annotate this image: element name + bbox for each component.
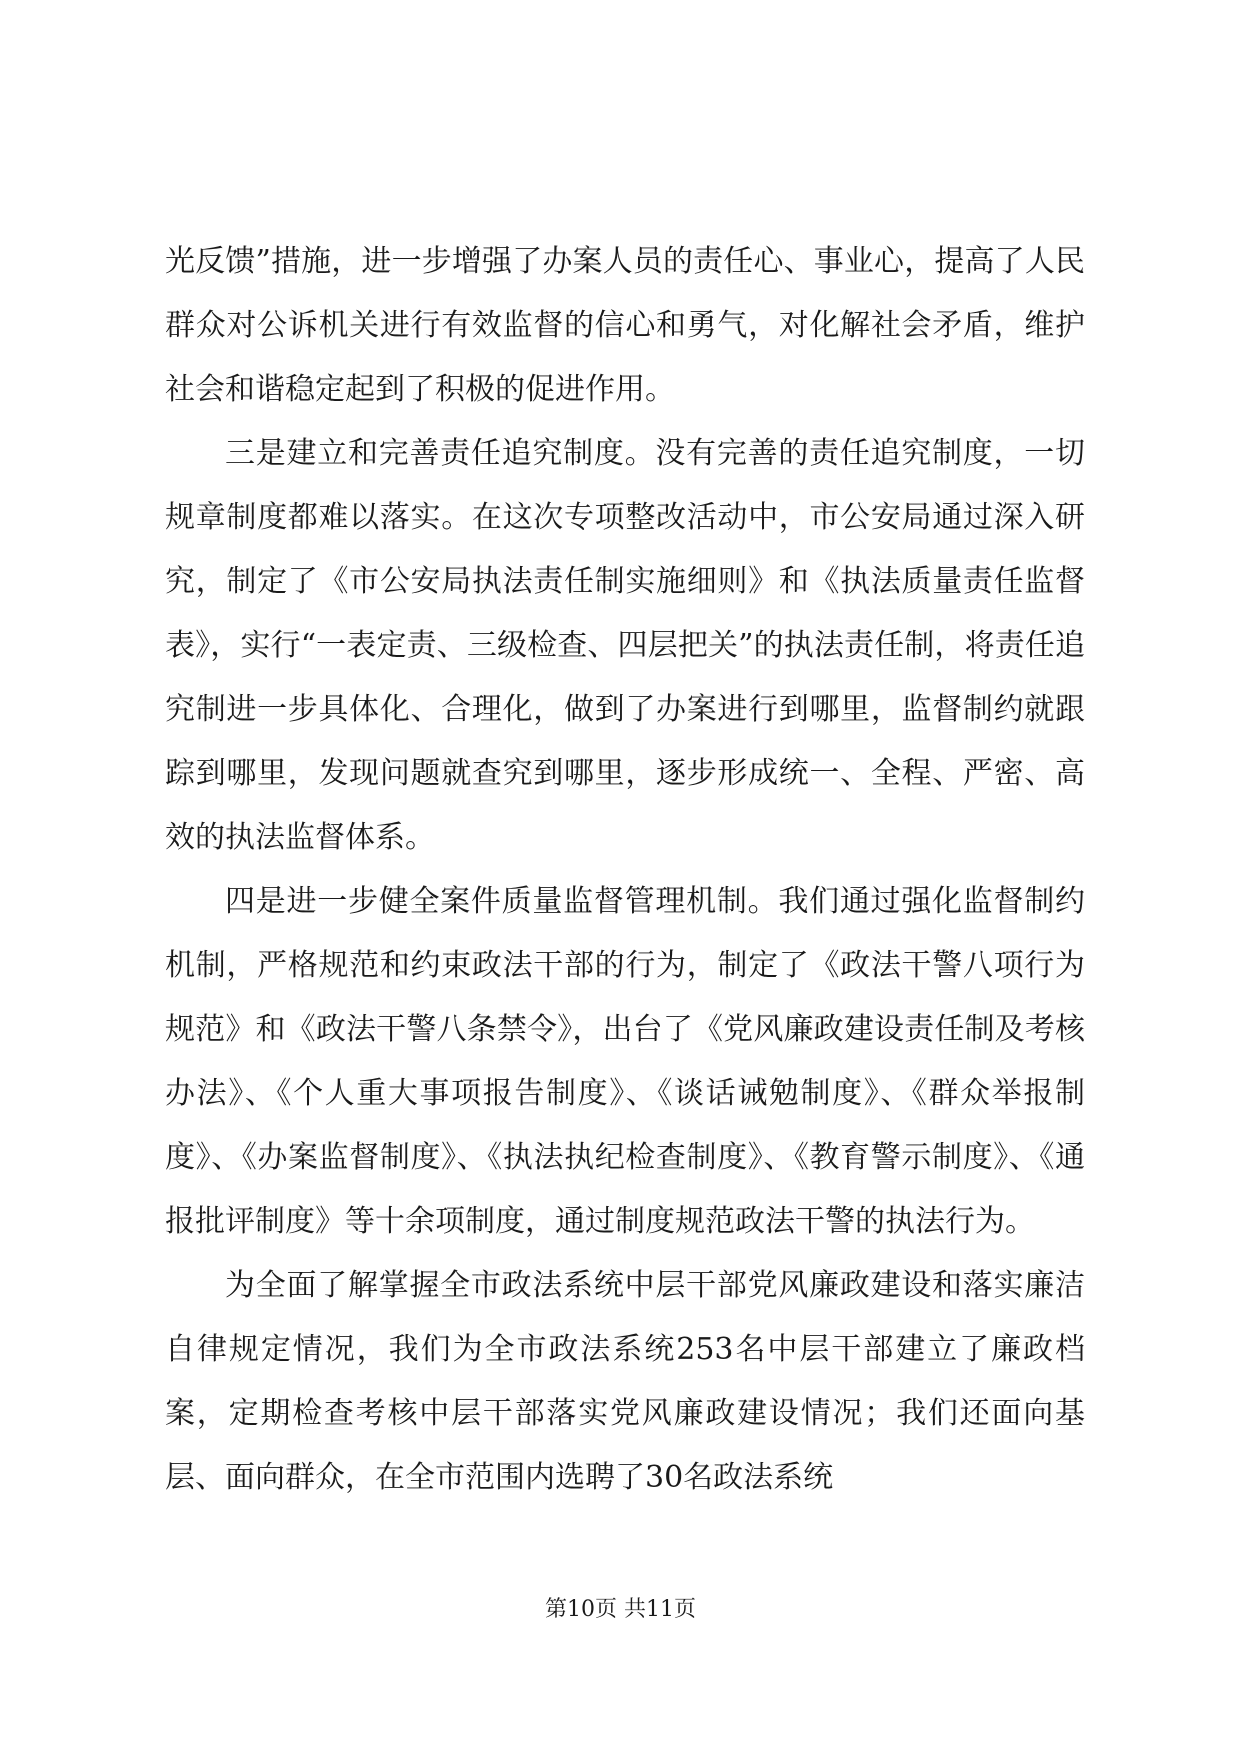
paragraph-3: 四是进一步健全案件质量监督管理机制。我们通过强化监督制约机制，严格规范和约束政法干部的行为，制定了《政法干警八项行为规范》和《政法干警八条禁令》，出台了《党风廉政建设责任制及考核办法》、《个人重大事项报告制度》、《谈话诫勉制度》、《群众举报制度》、《办案监督制度》、《执法执纪检查制度》、《教育警示制度》、《通报批评制度》等十余项制度，通过制度规范政法干警的执法行为。: [165, 884, 1085, 1239]
paragraph-4: 为全面了解掌握全市政法系统中层干部党风廉政建设和落实廉洁自律规定情况，我们为全市政法系统253名中层干部建立了廉政档案，定期检查考核中层干部落实党风廉政建设情况；我们还面向基层、面向群众，在全市范围内选聘了30名政法系统: [165, 1268, 1085, 1495]
body-text: [165, 230, 1085, 1510]
paragraph-1: 光反馈”措施，进一步增强了办案人员的责任心、事业心，提高了人民群众对公诉机关进行有效监督的信心和勇气，对化解社会矛盾，维护社会和谐稳定起到了积极的促进作用。: [165, 244, 1085, 407]
page-number-footer: 第10页 共11页: [545, 1597, 696, 1622]
paragraph-2: 三是建立和完善责任追究制度。没有完善的责任追究制度，一切规章制度都难以落实。在这次专项整改活动中，市公安局通过深入研究，制定了《市公安局执法责任制实施细则》和《执法质量责任监督表》，实行“一表定责、三级检查、四层把关”的执法责任制，将责任追究制进一步具体化、合理化，做到了办案进行到哪里，监督制约就跟踪到哪里，发现问题就查究到哪里，逐步形成统一、全程、严密、高效的执法监督体系。: [165, 436, 1085, 855]
